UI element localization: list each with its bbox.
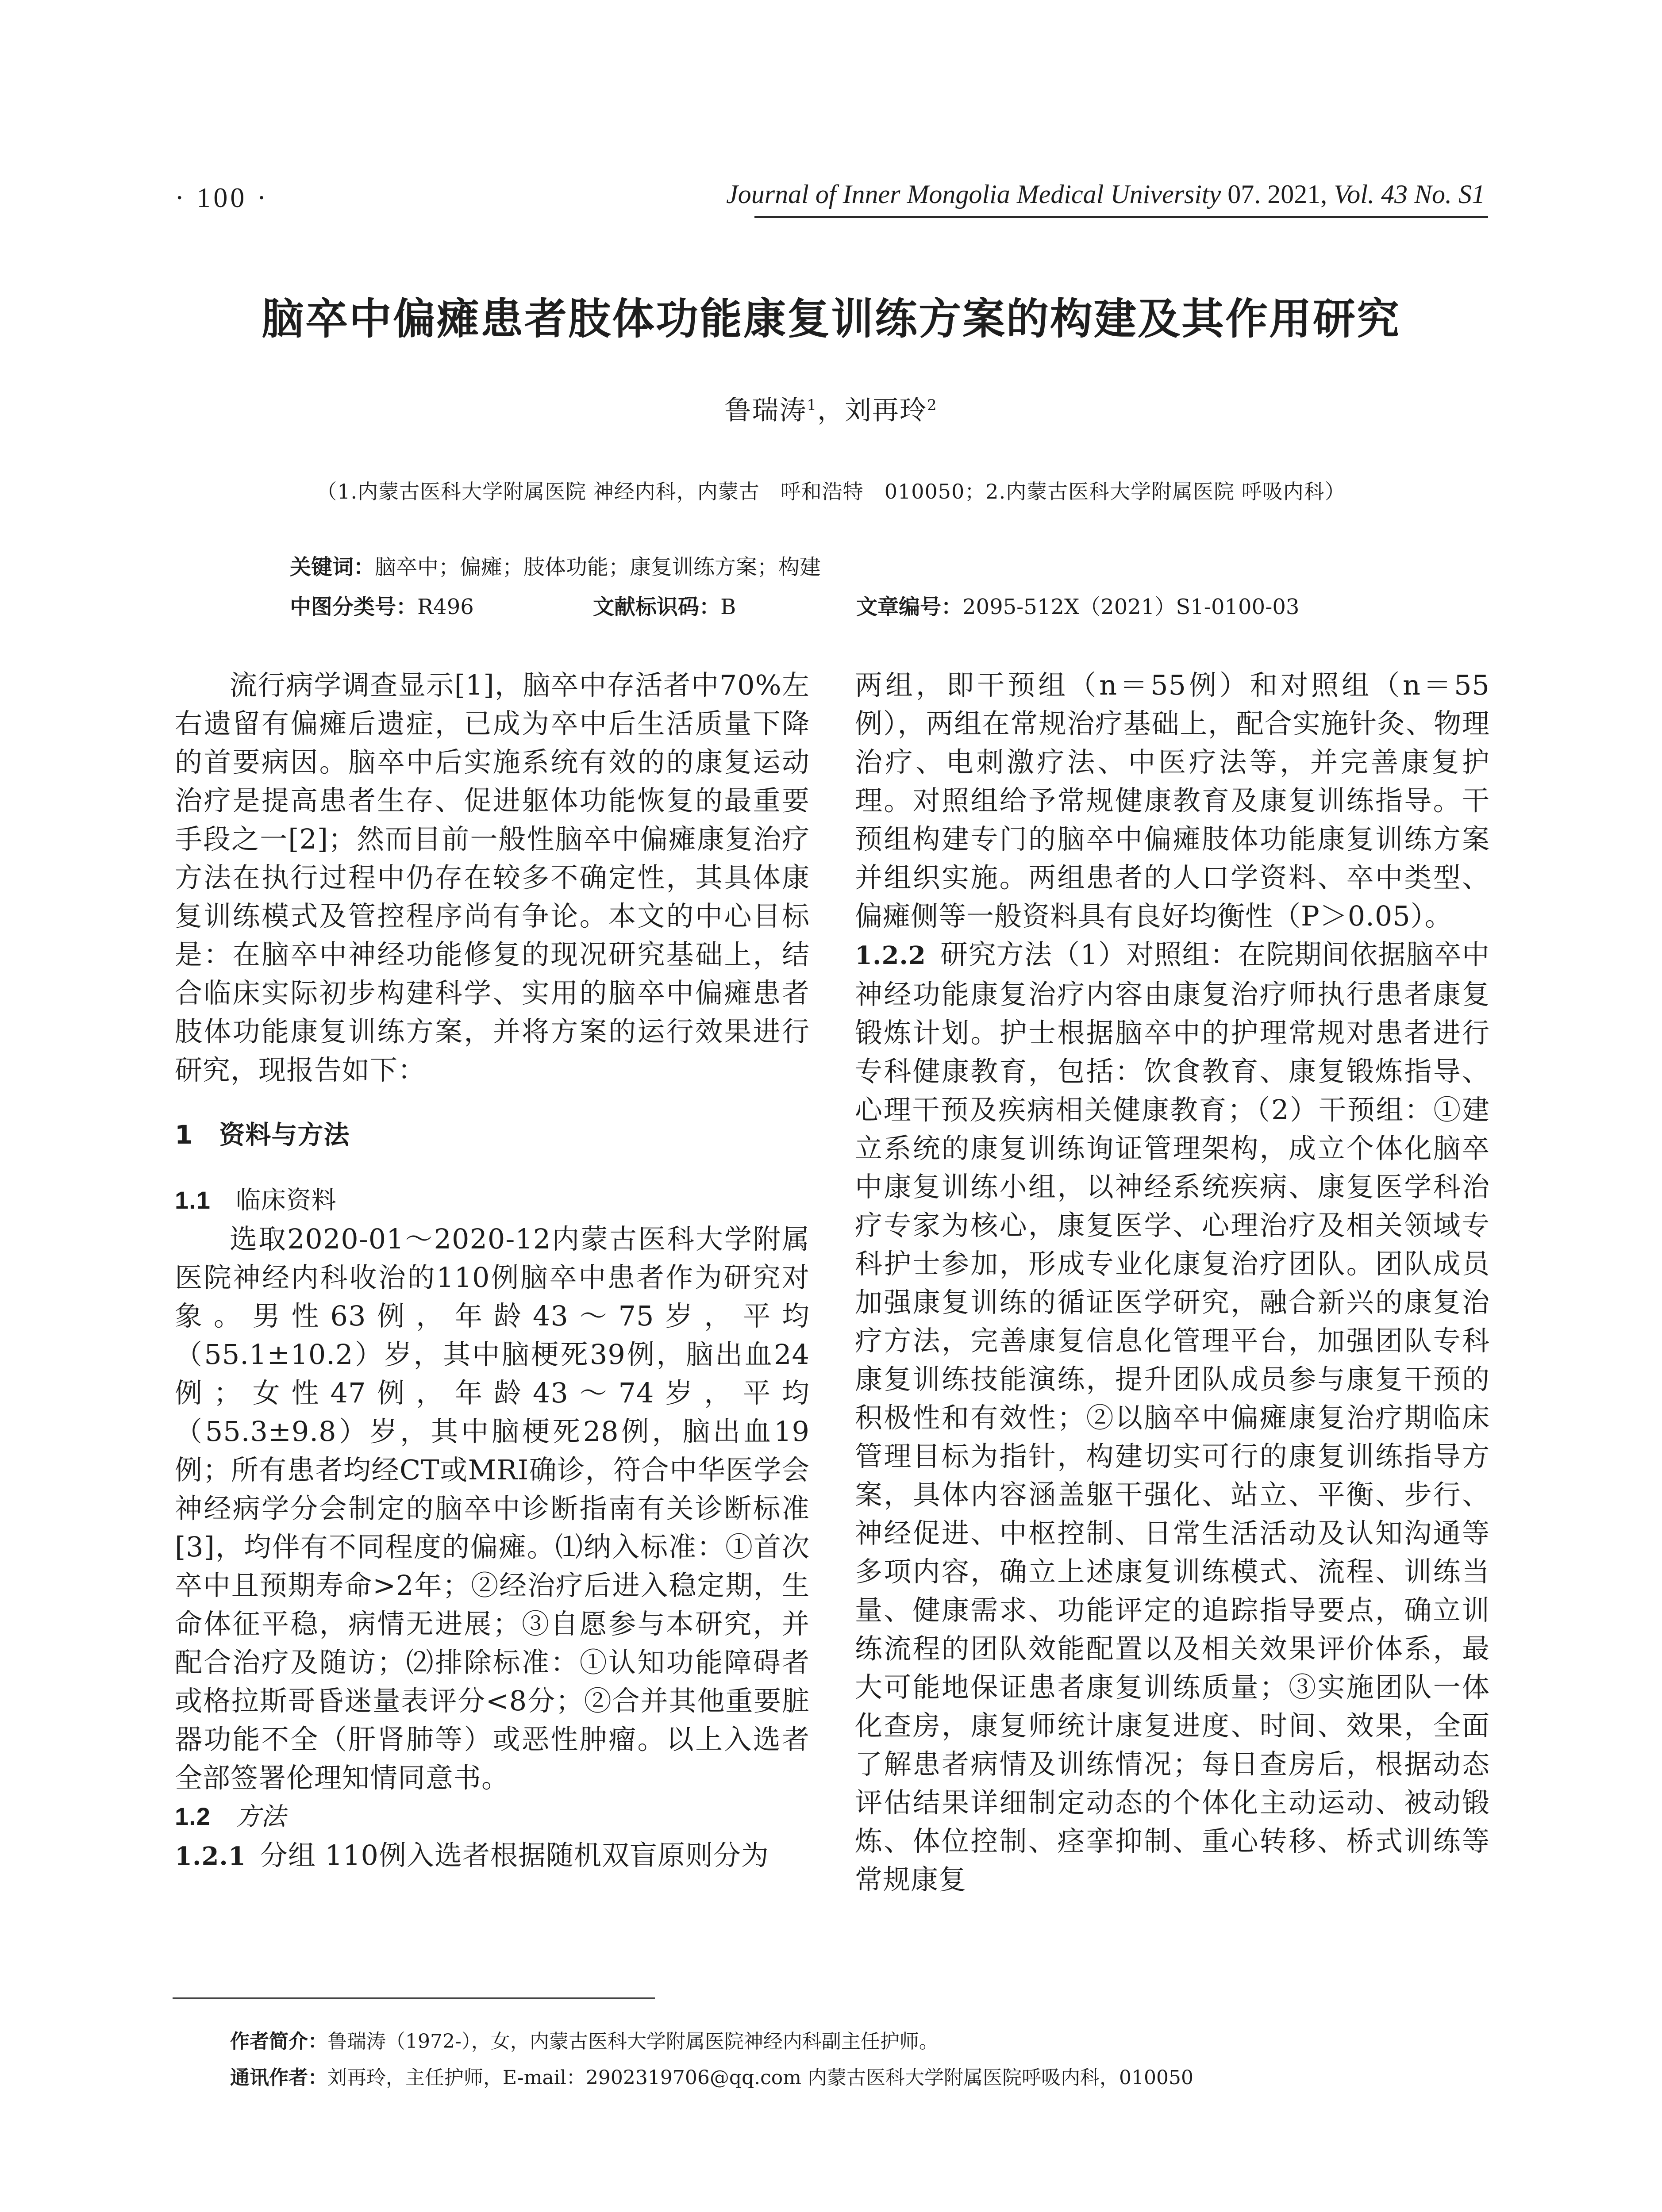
keywords: 脑卒中；偏瘫；肢体功能；康复训练方案；构建 — [375, 555, 821, 580]
subsection-title: 方法 — [235, 1802, 286, 1831]
article-number-label: 文章编号： — [856, 595, 963, 619]
running-header — [726, 179, 1485, 210]
subsubsection-number: 1.2.2 — [855, 941, 926, 970]
subsection-title: 临床资料 — [235, 1186, 337, 1215]
left-column — [175, 666, 810, 1876]
subsubsection-number: 1.2.1 — [175, 1842, 246, 1871]
journal-volume: Vol. 43 No. S1 — [1334, 180, 1485, 209]
author-line — [0, 389, 1662, 427]
doc-code: B — [720, 595, 736, 619]
doc-code-label: 文献标识码： — [593, 595, 721, 619]
keywords-line — [290, 550, 821, 580]
grouping-text: 分组 110例入选者根据随机双盲原则分为 — [260, 1839, 769, 1871]
subsection-number: 1.2 — [175, 1802, 211, 1830]
grouping-continued: 两组，即干预组（n＝55例）和对照组（n＝55例），两组在常规治疗基础上，配合实施针灸、物理治疗、电刺激疗法、中医疗法等，并完善康复护理。对照组给予常规健康教育及康复训练指导。干预组构建专门的脑卒中偏瘫肢体功能康复训练方案并组织实施。两组患者的人口学资料、卒中类型、偏瘫侧等一般资料具有良好均衡性（P＞0.05）。 — [855, 669, 1490, 932]
author-affil-mark: 2 — [927, 396, 938, 414]
subsection-heading — [175, 1181, 810, 1220]
keywords-label: 关键词： — [290, 555, 375, 580]
author-name: 鲁瑞涛 — [724, 395, 807, 426]
author-name: 刘再玲 — [845, 395, 927, 426]
header-rule — [754, 216, 1488, 218]
affiliation: （1.内蒙古医科大学附属医院 神经内科，内蒙古 呼和浩特 010050；2.内蒙古医科大学附属医院 呼吸内科） — [316, 480, 1346, 503]
subsection-heading — [175, 1797, 810, 1836]
methods-paragraph — [855, 935, 1490, 1899]
footnote-rule — [173, 1997, 655, 1999]
article-number-line — [856, 590, 1299, 620]
article-number: 2095-512X（2021）S1-0100-03 — [962, 595, 1300, 619]
corresponding-author — [230, 2062, 1193, 2090]
journal-issue: 07. 2021, — [1221, 180, 1334, 209]
right-column — [855, 666, 1490, 1899]
clc-label: 中图分类号： — [290, 595, 418, 619]
section-heading — [175, 1116, 810, 1154]
corresponding-author-label: 通讯作者： — [230, 2066, 327, 2089]
section-title: 资料与方法 — [219, 1120, 350, 1150]
author-separator: ， — [817, 395, 845, 426]
section-number: 1 — [175, 1120, 193, 1150]
journal-name: Journal of Inner Mongolia Medical University — [726, 180, 1221, 209]
clc-line — [290, 590, 474, 620]
clc-number: R496 — [417, 595, 474, 619]
corresponding-author-text: 刘再玲，主任护师，E-mail：2902319706@qq.com 内蒙古医科大学附属医院呼吸内科，010050 — [327, 2066, 1193, 2089]
intro-paragraph: 流行病学调查显示[1]，脑卒中存活者中70%左右遗留有偏瘫后遗症，已成为卒中后生活质量下降的首要病因。脑卒中后实施系统有效的的康复运动治疗是提高患者生存、促进躯体功能恢复的最重要手段之一[2]；然而目前一般性脑卒中偏瘫康复治疗方法在执行过程中仍存在较多不确定性，其具体康复训练模式及管控程序尚有争论。本文的中心目标是：在脑卒中神经功能修复的现况研究基础上，结合临床实际初步构建科学、实用的脑卒中偏瘫患者肢体功能康复训练方案，并将方案的运行效果进行研究，现报告如下： — [175, 669, 810, 1086]
author-bio — [230, 2025, 939, 2054]
clinical-data-paragraph: 选取2020-01～2020-12内蒙古医科大学附属医院神经内科收治的110例脑卒中患者作为研究对象。男性63例，年龄43～75岁，平均（55.1±10.2）岁，其中脑梗死39例，脑出血24例；女性47例，年龄43～74岁，平均（55.3±9.8）岁，其中脑梗死28例，脑出血19例；所有患者均经CT或MRI确诊，符合中华医学会神经病学分会制定的脑卒中诊断指南有关诊断标准[3]，均伴有不同程度的偏瘫。⑴纳入标准：①首次卒中且预期寿命>2年；②经治疗后进入稳定期，生命体征平稳，病情无进展；③自愿参与本研究，并配合治疗及随访；⑵排除标准：①认知功能障碍者或格拉斯哥昏迷量表评分<8分；②合并其他重要脏器功能不全（肝肾肺等）或恶性肿瘤。以上入选者全部签署伦理知情同意书。 — [175, 1223, 810, 1794]
author-bio-label: 作者简介： — [230, 2030, 327, 2053]
subsection-number: 1.1 — [175, 1186, 211, 1214]
article-title: 脑卒中偏瘫患者肢体功能康复训练方案的构建及其作用研究 — [262, 294, 1400, 344]
page-number: · 100 · — [175, 182, 269, 213]
grouping-paragraph — [175, 1836, 810, 1876]
methods-text: 研究方法（1）对照组：在院期间依据脑卒中神经功能康复治疗内容由康复治疗师执行患者康复锻炼计划。护士根据脑卒中的护理常规对患者进行专科健康教育，包括：饮食教育、康复锻炼指导、心理干预及疾病相关健康教育；（2）干预组：①建立系统的康复训练询证管理架构，成立个体化脑卒中康复训练小组，以神经系统疾病、康复医学科治疗专家为核心，康复医学、心理治疗及相关领域专科护士参加，形成专业化康复治疗团队。团队成员加强康复训练的循证医学研究，融合新兴的康复治疗方法，完善康复信息化管理平台，加强团队专科康复训练技能演练，提升团队成员参与康复干预的积极性和有效性；②以脑卒中偏瘫康复治疗期临床管理目标为指针，构建切实可行的康复训练指导方案，具体内容涵盖躯干强化、站立、平衡、步行、神经促进、中枢控制、日常生活活动及认知沟通等多项内容，确立上述康复训练模式、流程、训练当量、健康需求、功能评定的追踪指导要点，确立训练流程的团队效能配置以及相关效果评价体系，最大可能地保证患者康复训练质量；③实施团队一体化查房，康复师统计康复进度、时间、效果，全面了解患者病情及训练情况；每日查房后，根据动态评估结果详细制定动态的个体化主动运动、被动锻炼、体位控制、痉挛抑制、重心转移、桥式训练等常规康复 — [855, 938, 1490, 1896]
author-bio-text: 鲁瑞涛（1972-），女，内蒙古医科大学附属医院神经内科副主任护师。 — [327, 2030, 939, 2053]
doc-code-line — [593, 590, 736, 620]
author-affil-mark: 1 — [807, 396, 817, 414]
